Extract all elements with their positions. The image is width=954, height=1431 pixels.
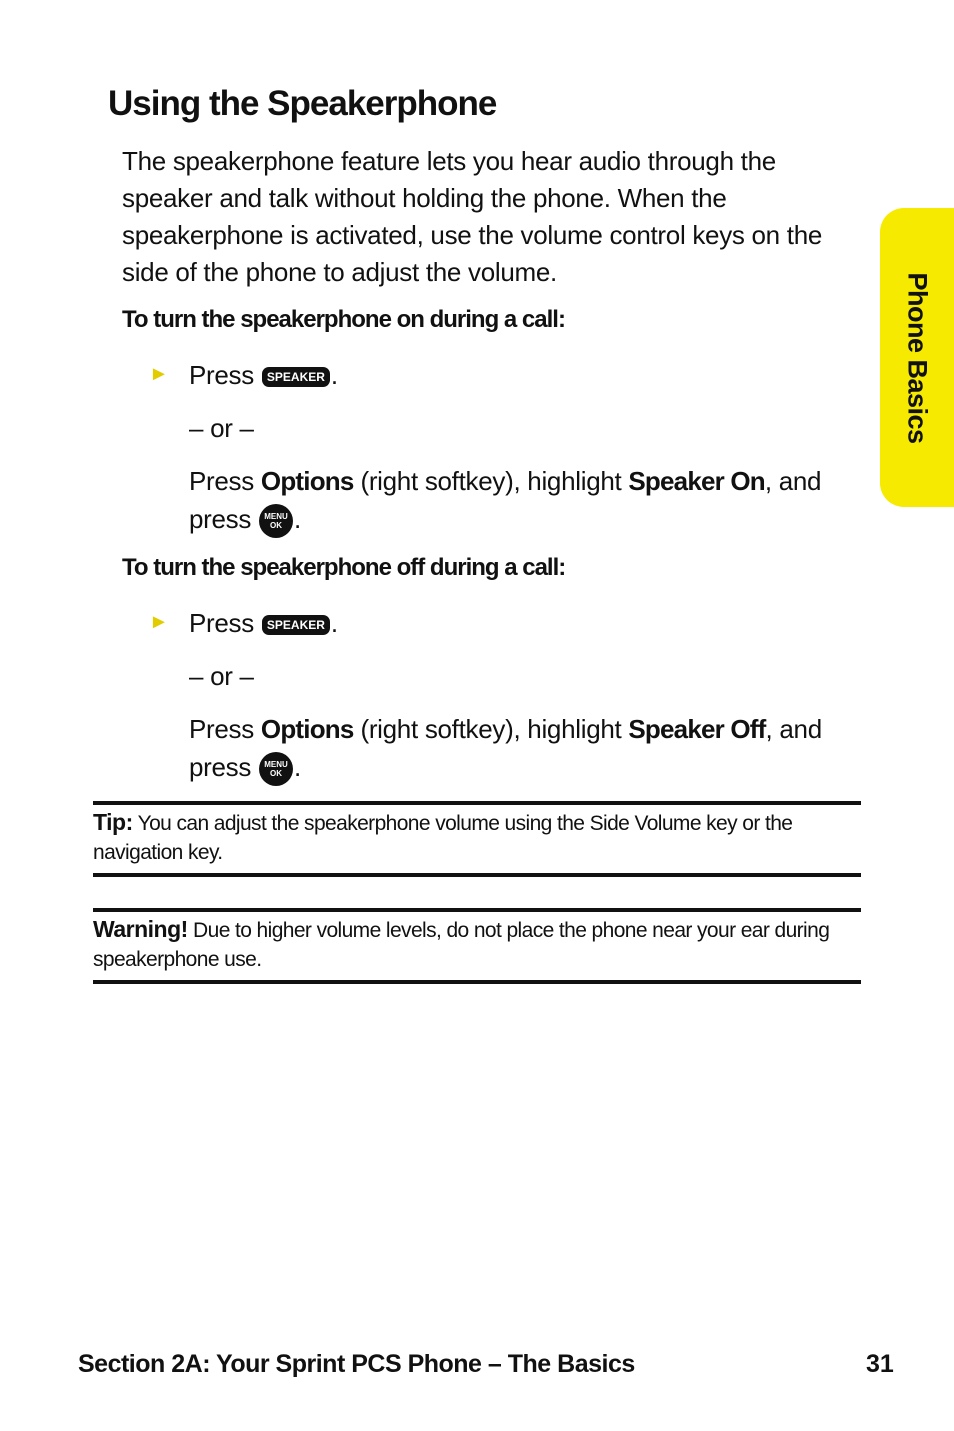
speaker-key-icon: SPEAKER xyxy=(262,367,330,387)
tip-text: You can adjust the speakerphone volume using the Side Volume key or the navigation key. xyxy=(93,812,793,864)
tip-box xyxy=(93,801,861,877)
menu-ok-key-icon: MENU OK xyxy=(259,752,293,786)
warning-label: Warning! xyxy=(93,916,188,942)
step-options-speaker-off: Press Options (right softkey), highlight Speaker Off, and press MENU OK . xyxy=(189,710,859,786)
heading-turn-on: To turn the speakerphone on during a call: xyxy=(122,306,565,333)
footer-section-title: Section 2A: Your Sprint PCS Phone – The Basics xyxy=(78,1350,635,1378)
options-label: Options xyxy=(260,466,354,496)
speaker-key-icon: SPEAKER xyxy=(262,615,330,635)
or-separator: – or – xyxy=(189,413,254,443)
side-tab-label: Phone Basics xyxy=(902,271,933,444)
step-options-speaker-on: Press Options (right softkey), highlight Speaker On, and press MENU OK . xyxy=(189,462,859,538)
page-title: Using the Speakerphone xyxy=(108,84,497,123)
page-number: 31 xyxy=(866,1350,894,1378)
heading-turn-off: To turn the speakerphone off during a call: xyxy=(122,554,566,581)
or-separator: – or – xyxy=(189,661,254,691)
step-press-speaker-off: Press SPEAKER . xyxy=(189,608,338,638)
menu-ok-key-icon: MENU OK xyxy=(259,504,293,538)
speaker-on-label: Speaker On xyxy=(628,466,765,496)
bullet-arrow-icon: ► xyxy=(149,611,169,633)
intro-paragraph: The speakerphone feature lets you hear audio through the speaker and talk without holding the phone. When the speakerphone is activated, use the volume control keys on the side of the phone to adjust the volume. xyxy=(122,146,823,287)
step-press-speaker-on: Press SPEAKER . xyxy=(189,360,338,390)
speaker-off-label: Speaker Off xyxy=(628,714,766,744)
section-side-tab xyxy=(880,208,954,507)
warning-text: Due to higher volume levels, do not place the phone near your ear during speakerphone use. xyxy=(93,919,830,971)
options-label: Options xyxy=(260,714,354,744)
warning-box xyxy=(93,908,861,984)
tip-label: Tip: xyxy=(93,809,133,835)
bullet-arrow-icon: ► xyxy=(149,363,169,385)
